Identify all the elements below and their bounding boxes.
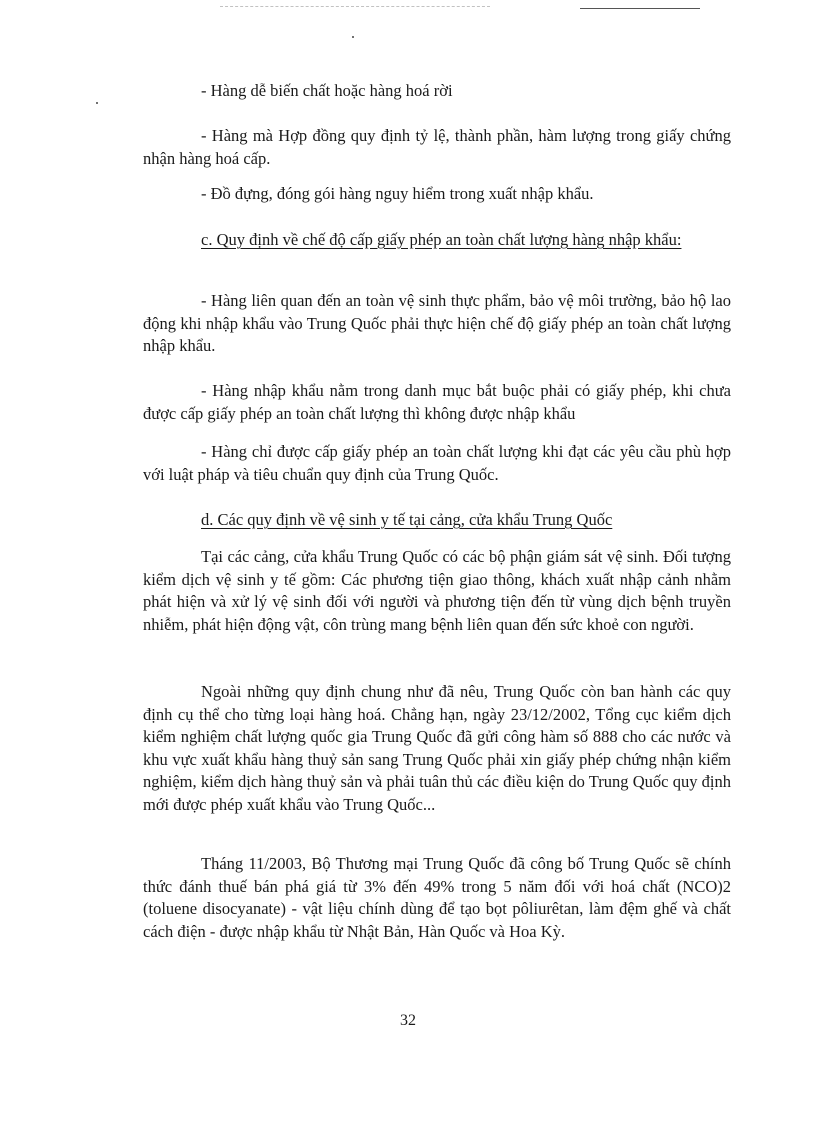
paragraph-item-dangerous-packaging: - Đồ đựng, đóng gói hàng nguy hiểm trong xuất nhập khẩu. [201, 184, 594, 203]
paragraph-anti-dumping: Tháng 11/2003, Bộ Thương mại Trung Quốc đã công bố Trung Quốc sẽ chính thức đánh thuế bán phá giá từ 3% đến 49% trong 5 năm đối với hoá chất (NCO)2 (toluene disocyanate) - vật liệu chính dùng để tạo bọt pôliurêtan, làm đệm ghế và chất cách điện - được nhập khẩu từ Nhật Bản, Hàn Quốc và Hoa Kỳ. [143, 854, 731, 941]
scan-speck [96, 102, 98, 104]
page-number: 32 [400, 1012, 416, 1029]
scan-speck [352, 36, 354, 38]
scan-artifact-line-right [580, 8, 700, 9]
paragraph-health-inspection: Tại các cảng, cửa khẩu Trung Quốc có các bộ phận giám sát vệ sinh. Đối tượng kiểm dịch vệ sinh y tế gồm: Các phương tiện giao thông, khách xuất nhập cảnh nhằm phát hiện và xử lý vệ sinh đối với người và phương tiện đến từ vùng dịch bệnh truyền nhiễm, phát hiện động vật, côn trùng mang bệnh liên quan đến sức khoẻ con người. [143, 547, 731, 634]
paragraph-specific-regulations: Ngoài những quy định chung như đã nêu, Trung Quốc còn ban hành các quy định cụ thể cho từng loại hàng hoá. Chẳng hạn, ngày 23/12/2002, Tổng cục kiểm dịch kiểm nghiệm chất lượng quốc gia Trung Quốc đã gửi công hàm số 888 cho các nước và khu vực xuất khẩu hàng thuỷ sản sang Trung Quốc phải xin giấy phép chứng nhận kiểm nghiệm, kiểm dịch hàng thuỷ sản và phải tuân thủ các điều kiện do Trung Quốc quy định mới được phép xuất khẩu vào Trung Quốc... [143, 682, 731, 814]
paragraph-item-mandatory-list: - Hàng nhập khẩu nằm trong danh mục bắt buộc phải có giấy phép, khi chưa được cấp giấy phép an toàn chất lượng thì không được nhập khẩu [143, 381, 731, 423]
paragraph-item-perishable: - Hàng dễ biến chất hoặc hàng hoá rời [201, 81, 453, 100]
paragraph-item-license-conditions: - Hàng chỉ được cấp giấy phép an toàn chất lượng khi đạt các yêu cầu phù hợp với luật pháp và tiêu chuẩn quy định của Trung Quốc. [143, 442, 731, 484]
section-heading-c: c. Quy định về chế độ cấp giấy phép an toàn chất lượng hàng nhập khẩu: [201, 230, 682, 249]
paragraph-item-food-safety: - Hàng liên quan đến an toàn vệ sinh thực phẩm, bảo vệ môi trường, bảo hộ lao động khi nhập khẩu vào Trung Quốc phải thực hiện chế độ giấy phép an toàn chất lượng nhập khẩu. [143, 291, 731, 355]
paragraph-item-contract-ratio: - Hàng mà Hợp đồng quy định tỷ lệ, thành phần, hàm lượng trong giấy chứng nhận hàng hoá cấp. [143, 126, 731, 168]
section-heading-d: d. Các quy định về vệ sinh y tế tại cảng, cửa khẩu Trung Quốc [201, 510, 613, 529]
scan-artifact-line [220, 6, 490, 7]
